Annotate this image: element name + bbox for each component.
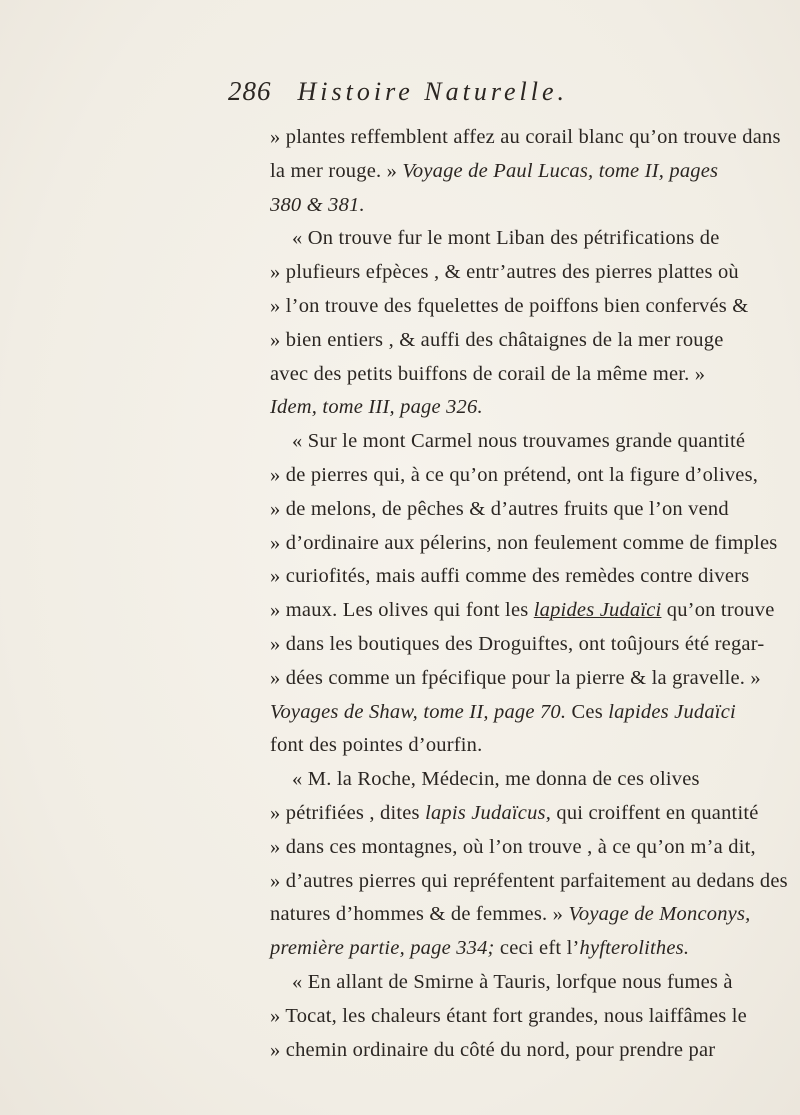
text-segment: » dans ces montagnes, où l’on trouve , à ce qu’on m’a dit,: [270, 835, 756, 858]
text-line: [270, 120, 800, 154]
text-segment: « On trouve fur le mont Liban des pétrifications de: [292, 227, 720, 250]
text-line: [270, 154, 800, 188]
text-segment: qu’on trouve: [661, 599, 775, 622]
text-segment: » curiofités, mais auffi comme des remèdes contre divers: [270, 565, 750, 588]
text-segment: ceci eft l’: [494, 937, 580, 960]
text-line: [270, 830, 800, 864]
text-segment: » l’on trouve des fquelettes de poiffons bien confervés &: [270, 295, 749, 317]
text-segment: » plufieurs efpèces , & entr’autres des pierres plattes où: [270, 261, 739, 284]
text-segment: » chemin ordinaire du côté du nord, pour prendre par: [270, 1038, 716, 1061]
text-segment: la mer rouge. »: [270, 159, 403, 182]
text-line: [270, 390, 800, 424]
text-segment: hyfterolithes.: [579, 937, 690, 960]
text-segment: première partie, page 334;: [270, 937, 495, 960]
text-line: [270, 593, 800, 627]
text-line: [270, 1033, 800, 1067]
text-segment: « En allant de Smirne à Tauris, lorfque nous fumes à: [292, 971, 733, 993]
text-segment: Voyages de Shaw, tome II, page 70.: [270, 700, 567, 723]
text-segment: » dées comme un fpécifique pour la pierre & la gravelle. »: [270, 666, 761, 689]
text-line: [270, 255, 800, 289]
text-line: [270, 796, 800, 830]
text-line: [270, 357, 800, 391]
text-segment: » d’ordinaire aux pélerins, non feulement comme de fimples: [270, 531, 778, 554]
text-segment: « Sur le mont Carmel nous trouvames grande quantité: [292, 430, 746, 453]
text-segment: lapis Judaïcus,: [425, 802, 552, 824]
text-segment: font des pointes d’ourfin.: [270, 734, 483, 757]
text-segment: lapides Judaïci: [533, 599, 662, 622]
text-line: [270, 559, 800, 593]
text-segment: « M. la Roche, Médecin, me donna de ces olives: [292, 768, 700, 791]
page-number: 286: [228, 76, 272, 106]
running-title: Histoire Naturelle.: [297, 77, 569, 106]
text-line: [270, 458, 800, 492]
text-line: [270, 289, 800, 323]
text-segment: natures d’hommes & de femmes. »: [270, 903, 569, 926]
text-segment: » Tocat, les chaleurs étant fort grandes, nous laiffâmes le: [270, 1004, 747, 1027]
text-segment: Ces: [566, 700, 609, 723]
text-segment: 380 & 381.: [270, 193, 365, 216]
text-segment: » pétrifiées , dites: [270, 802, 426, 824]
text-line: [270, 897, 800, 931]
text-line: [270, 323, 800, 357]
text-segment: lapides Judaïci: [608, 700, 736, 723]
text-segment: » d’autres pierres qui repréfentent parfaitement au dedans des: [270, 869, 788, 892]
text-segment: » de melons, de pêches & d’autres fruits que l’on vend: [270, 497, 729, 520]
text-line: [270, 221, 800, 255]
text-segment: » bien entiers , & auffi des châtaignes de la mer rouge: [270, 328, 724, 351]
text-segment: » maux. Les olives qui font les: [270, 599, 534, 622]
text-segment: Voyage de Paul Lucas, tome II, pages: [402, 159, 719, 182]
text-segment: » de pierres qui, à ce qu’on prétend, ont la figure d’olives,: [270, 464, 759, 486]
text-line: [270, 627, 800, 661]
text-line: [270, 492, 800, 526]
text-segment: avec des petits buiffons de corail de la même mer. »: [270, 362, 706, 385]
text-line: [270, 661, 800, 695]
text-segment: » dans les boutiques des Droguiftes, ont toûjours été regar-: [270, 633, 765, 655]
text-segment: Voyage de Monconys,: [568, 903, 751, 926]
text-line: [270, 188, 800, 222]
text-segment: Idem, tome III, page 326.: [270, 396, 483, 419]
text-segment: » plantes reffemblent affez au corail blanc qu’on trouve dans: [270, 126, 781, 148]
text-line: [270, 762, 800, 796]
text-line: [270, 728, 800, 762]
text-line: [270, 864, 800, 898]
text-segment: qui croiffent en quantité: [551, 802, 759, 824]
text-line: [270, 526, 800, 560]
text-line: [270, 999, 800, 1033]
text-line: [270, 965, 800, 999]
text-line: [270, 695, 800, 729]
text-line: [270, 424, 800, 458]
text-line: [270, 931, 800, 965]
